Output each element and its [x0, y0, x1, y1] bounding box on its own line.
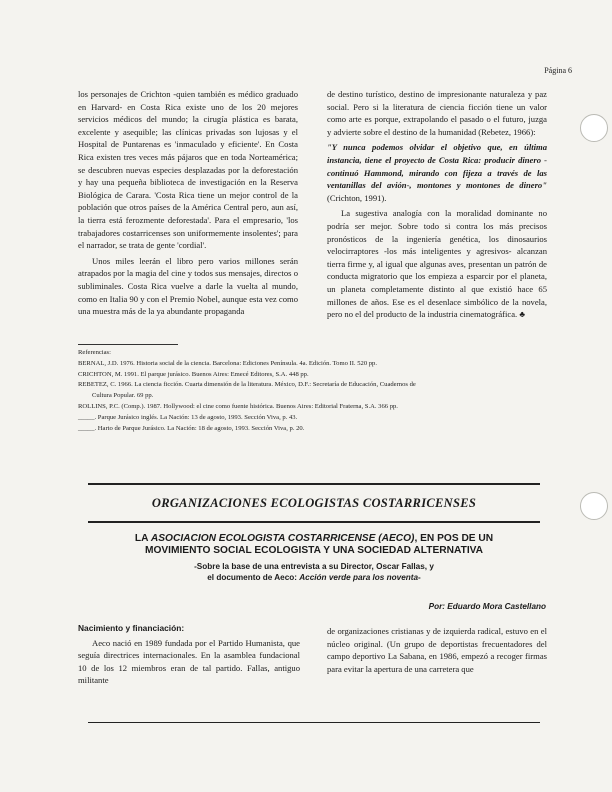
quote-citation: (Crichton, 1991).	[327, 192, 387, 203]
article-headline	[88, 533, 540, 557]
article-right-body: de organizaciones cristianas y de izquierda radical, estuvo en el núcleo original. (Un grupo de deportistas frecuentadores del campo deportivo La Sabana, en 1986, empezó a recoger firmas para evitar la apertura de una carretera que	[327, 626, 547, 674]
headline-italic: ASOCIACION ECOLOGISTA COSTARRICENSE (AECO)	[150, 533, 415, 544]
reference-item: Cultura Popular. 69 pp.	[92, 392, 154, 400]
subhead-suffix: -	[418, 572, 421, 582]
headline-suffix: , EN POS DE UN	[414, 533, 494, 544]
article-left-column	[78, 622, 300, 687]
right-paragraph-2: La sugestiva analogía con la moralidad dominante no podría ser mejor. Sobre todo si contra los más precisos pronósticos de la ingeniería genética, los dinosaurios velocirraptores -los más inteligentes y agresivos- alcanzan tierra firme y, al igual que algunas aves, presentan un patrón de conducta migratorio que los empieza a esparcir por el planeta, un planeta completamente distinto al que existió hace 65 millones de años. Ese es el desenlace simbólico de la novela, pero no el del producto de la industria cinematográfica. ♣	[327, 208, 547, 320]
banner-bottom-rule	[88, 521, 540, 523]
article-subhead	[88, 562, 540, 583]
footer-rule	[88, 722, 540, 723]
article-left-body: Aeco nació en 1989 fundada por el Partido Humanista, que seguía directrices internacionales. En la asamblea fundacional 10 de los 12 miembros eran de tal partido. Fallas, antiguo militante	[78, 637, 300, 686]
block-quote	[327, 141, 547, 204]
reference-item: ROLLINS, P.C. (Comp.). 1987. Hollywood: el cine como fuente histórica. Buenos Aires: Editorial Fraterna, S.A. 366 pp.	[78, 402, 398, 410]
subhead-italic: Acción verde para los noventa	[299, 572, 419, 582]
banner-top-rule	[88, 483, 540, 485]
page-label: Página 6	[544, 66, 572, 75]
right-paragraph-1: de destino turístico, destino de impresionante naturaleza y paz social. Pero si la literatura de ciencia ficción tiene un valor como arte es porque, extrapolando el pasado o el futuro, juzga y advierte sobre el destino de la humanidad (Rebetez, 1966):	[327, 89, 547, 137]
right-column	[327, 88, 547, 324]
references-heading: Referencias:	[78, 349, 111, 356]
reference-item: _____. Parque Jurásico inglés. La Nación: 13 de agosto, 1993. Sección Viva, p. 43.	[78, 413, 298, 421]
section-banner: ORGANIZACIONES ECOLOGISTAS COSTARRICENSES	[151, 495, 477, 510]
binder-hole-bottom	[580, 492, 608, 520]
references-rule	[78, 344, 178, 345]
byline: Por: Eduardo Mora Castellano	[428, 602, 546, 611]
left-column	[78, 88, 298, 321]
references	[78, 344, 548, 434]
article-right-column	[327, 625, 547, 675]
reference-item: REBETEZ, C. 1966. La ciencia ficción. Cuarta dimensión de la literatura. México, D.F.: Secretaría de Educación, Cuadernos de	[78, 381, 416, 389]
left-paragraph-2: Unos miles leerán el libro pero varios millones serán atrapados por la magia del cine y todos sus mensajes, directos o subliminales. Costa Rica vuelve a darle la vuelta al mundo, como en Italia 90 y con el Premio Nobel, aunque esta vez como una muestra más de la ya abundante propaganda	[78, 255, 298, 317]
section-subtitle: Nacimiento y financiación:	[78, 623, 185, 633]
reference-item: CRICHTON, M. 1991. El parque jurásico. Buenos Aires: Emecé Editores, S.A. 448 pp.	[78, 370, 309, 378]
left-paragraph-1: los personajes de Crichton -quien también es médico graduado en Harvard- en Costa Rica existe uno de los 20 mejores servicios médicos del mundo; la cirugía plástica es barata, excelente y asequible; las clínicas privadas son lujosas y el Hospital de Puntarenas es 'inmaculado y eficiente'. En Costa Rica existen tres veces más pájaros que en toda Norteamérica; se descubren nuevas especies desplazadas por la deforestación y hay una pequeña biblioteca de investigación en la Reserva Biológica de Carara. 'Costa Rica tiene un mejor control de la población que otros países de la América Central pero, aun así, la tierra está ferozmente deforestada'. Para el empresario, 'los trabajadores costarricenses son uniformemente insolentes'; para el narrador, se trata de gente 'cordial'.	[78, 89, 298, 251]
binder-hole-top	[580, 114, 608, 142]
reference-item: _____. Harto de Parque Jurásico. La Nación: 18 de agosto, 1993. Sección Viva, p. 20.	[78, 424, 305, 432]
subhead-line-1: -Sobre la base de una entrevista a su Director, Oscar Fallas, y	[194, 562, 434, 571]
headline-prefix: LA	[134, 533, 151, 544]
headline-line-2: MOVIMIENTO SOCIAL ECOLOGISTA Y UNA SOCIEDAD ALTERNATIVA	[144, 545, 484, 556]
subhead-prefix: el documento de Aeco:	[207, 572, 300, 582]
reference-item: BERNAL, J.D. 1976. Historia social de la ciencia. Barcelona: Ediciones Península. 4a. Edición. Tomo II. 520 pp.	[78, 359, 378, 367]
quote-text: "Y nunca podemos olvidar el objetivo que, en última instancia, tiene el proyecto de Costa Rica: producir dinero -continuó Hammond, mirando con fijeza a través de las ventanillas del avión-, montones y montones de dinero"	[327, 142, 547, 191]
